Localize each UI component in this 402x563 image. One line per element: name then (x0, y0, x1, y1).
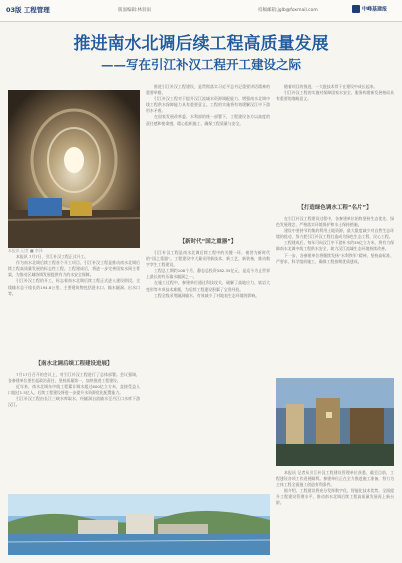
newspaper-name: 中峰基建报 (362, 6, 388, 13)
paragraph: 引江补汉工程对于提升汉江流域水资源调配能力、增强南水北调中线工程供水保障能力具有重要意义。工程的实施将有效缓解汉江中下游用水矛盾。 (146, 96, 270, 114)
section-heading: 【南水北调后续工程建设进展】 (35, 361, 113, 367)
construction-photo-image (276, 378, 394, 466)
paragraph: 引江补汉工程的实施对保障国家水安全、服务构建新发展格局具有重要的战略意义。 (276, 90, 394, 102)
article-column-3c (276, 470, 394, 556)
paragraph: 引江补汉工程是南水北调后续工程中的关键一环，被誉为新时代的“国之重器”。工程建设中大量采用新技术、新工艺、新装备，推动数字孪生工程建设。 (146, 250, 270, 268)
paragraph: 引江补汉工程的开工，标志着南水北调后续工程正式进入建设阶段。全线输水总干线长约194.8公里，主要建筑物包括进水口、输水隧洞、出水口等。 (8, 278, 140, 296)
article-column-1 (8, 248, 140, 358)
article-column-2 (146, 84, 270, 230)
page-header (0, 0, 402, 22)
paragraph: 工程全线采用隧洞输水，有效减少了对地表生态环境的影响。 (154, 292, 260, 298)
paragraph: 引江补汉工程由长江三峡水库取水，经隧洞自流输水至丹江口水库下游汉江。 (8, 396, 140, 408)
article-column-3b (276, 198, 394, 374)
section-heading: 【打造绿色调水工程“名片”】 (298, 205, 372, 211)
paragraph: 本报讯 记者从引江补汉工程建设管理单位获悉，截至目前，工程建设各项工作进展顺利。参建单位正在全力推进施工准备，努力为主体工程全面施工创造有利条件。 (276, 470, 394, 488)
riverside-photo-image (8, 494, 270, 555)
paragraph: 在国家发展改革委、水利部的统一部署下，工程建设各方以高度的责任感和使命感，精心组织施工，确保工程质量与安全。 (146, 114, 270, 126)
article-subheadline: ——写在引江补汉工程开工建设之际 (100, 57, 301, 72)
paragraph: 推进引江补汉工程建设，是贯彻落实习近平总书记重要讲话精神的重要举措。 (146, 84, 270, 96)
paragraph: 随着项目的推进，一大批技术骨干在建设中成长起来。 (284, 84, 378, 89)
page-section-label: 03版 工程管理 (6, 6, 50, 14)
paragraph: 下一步，各参建单位将继续发扬“水利铁军”精神，坚持高标准、严要求，科学组织施工，确保工程按期优质建成。 (276, 252, 394, 264)
paragraph: 本报讯 7月7日，引江补汉工程正式开工。 (16, 254, 89, 260)
paragraph: 据介绍，工程建设将充分发挥数字化、智能化技术优势，全面提升工程建设管理水平，推动南水北调后续工程高质量发展再上新台阶。 (276, 488, 394, 506)
paragraph: 在引江补汉工程建设过程中，各参建单位始终坚持生态优先、绿色发展理念，严格落实环境保护和水土保持措施。 (276, 216, 394, 228)
paragraph: 近年来，南水北调东中线工程累计调水超过600亿立方米，直接受益人口超过1.5亿人。后续工程建设将进一步提升水资源优化配置能力。 (8, 384, 140, 396)
paragraph: 工程建成后，每年可向汉江中下游补水约39亿立方米，将有力保障南水北调中线工程供水安全，助力汉江流域生态环境持续改善。 (276, 240, 394, 252)
logo-icon (352, 5, 360, 13)
article-column-1b (8, 354, 140, 494)
paragraph: 7月17日召开的会议上，对引江补汉工程进行了总体部署。会议强调，各参建单位要扛起政治责任，坚持质量第一，加快推进工程建设。 (8, 372, 140, 384)
section-heading: 【新时代“国之重器”】 (179, 239, 237, 245)
paragraph: 建设中坚持节约集约利用土地资源，最大限度减少对自然生态环境的扰动，努力把引江补汉工程打造成为绿色生态工程、民心工程。 (276, 228, 394, 240)
article-column-3 (276, 84, 394, 200)
newspaper-logo (352, 5, 387, 13)
paragraph: 作为南水北调后续工程首个开工项目，引江补汉工程是推动南水北调后续工程高质量发展的标志性工程。工程建成后，将进一步完善国家水网主骨架，为推动区域协调发展提供有力的水安全保障。 (8, 260, 140, 278)
construction-photo (276, 378, 394, 466)
riverside-photo (8, 494, 270, 555)
tunnel-photo (8, 90, 140, 248)
byline: 本报讯 记者 ■ 李泽 (8, 248, 43, 253)
paragraph: 工程总工期约108个月，静态总投资582.35亿元，是迄今为止世界上最长的有压输水隧洞之一。 (146, 268, 270, 280)
paragraph: 在施工过程中，参建单位通过科技攻关，破解了高地应力、软岩大变形等多项技术难题，为后续工程建设积累了宝贵经验。 (146, 280, 270, 292)
article-headline: 推进南水北调后续工程高质量发展 (73, 34, 329, 54)
submission-email: 投稿邮箱:jglb@foxmail.com (258, 8, 318, 13)
tunnel-photo-image (8, 90, 140, 248)
editor-credit: 版面编辑:林羽雨 (118, 8, 152, 13)
article-column-2b (146, 232, 270, 494)
